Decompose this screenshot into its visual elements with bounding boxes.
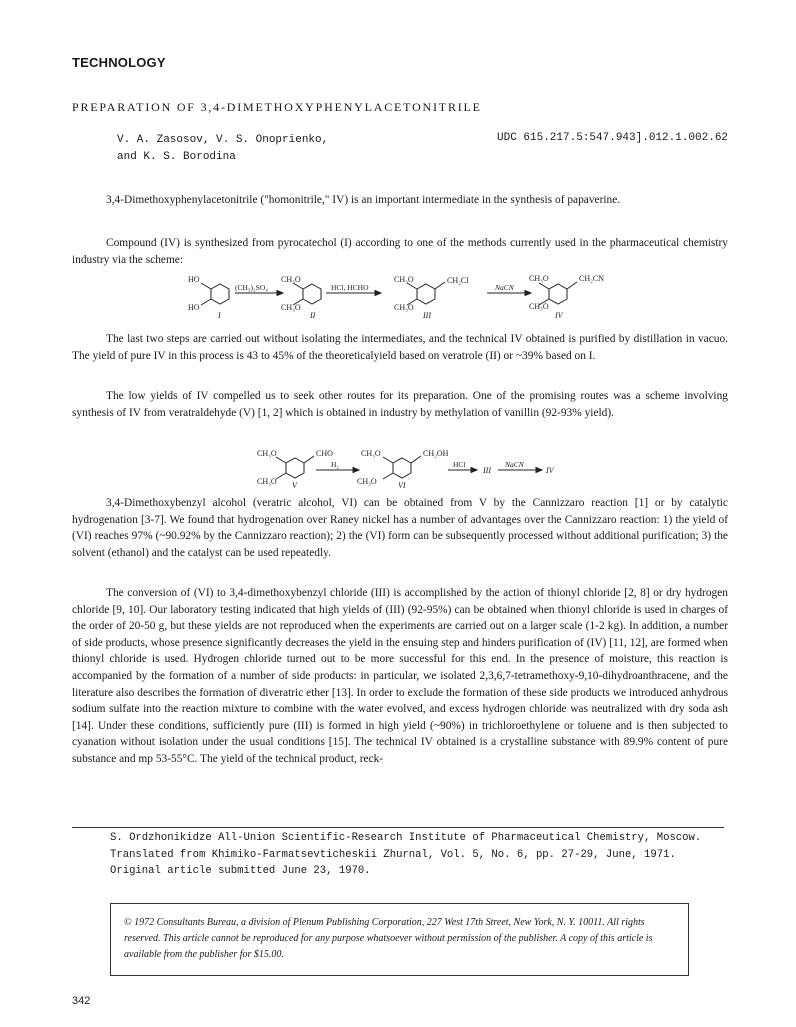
s2-label-bottom: CH₃O: [281, 303, 301, 312]
page-number: 342: [72, 995, 91, 1007]
reagent-hcl: HCl: [453, 460, 466, 469]
s3-substituent: CH₂Cl: [447, 276, 469, 285]
s1-label-top: HO: [188, 275, 200, 284]
reagent-h2: H₂: [331, 460, 340, 469]
paragraph-5: [72, 495, 728, 561]
benzene-ring-3: [417, 284, 435, 304]
compound-label-V: V: [292, 481, 297, 490]
compound-label-VI: VI: [398, 481, 406, 490]
v-substituent: CHO: [316, 449, 333, 458]
benzene-ring-4: [549, 284, 567, 304]
synthesis-scheme-1: [185, 266, 625, 322]
synthesis-scheme-2: [253, 443, 573, 493]
paragraph-3-text: The last two steps are carried out without isolating the intermediates, and the technical IV obtained is purified by distillation in vacuo. The yield of pure IV in this process is 43 to 45% of the theoreticalyield based on veratrole (II) or ~39% based on I.: [72, 333, 728, 362]
s3-label-top: CH₃O: [394, 275, 414, 284]
paragraph-3: [72, 331, 728, 364]
product-IV: IV: [546, 466, 554, 475]
compound-label-IV: IV: [555, 311, 563, 320]
s4-substituent: CH₂CN: [579, 274, 605, 283]
intermediate-III: III: [483, 466, 491, 475]
paragraph-2: [72, 235, 728, 268]
copyright-text: © 1972 Consultants Bureau, a division of Plenum Publishing Corporation, 227 West 17th Street, New York, N. Y. 10011. All rights reserved. This article cannot be reproduced for any purpose whatsoever without permission of the publisher. A copy of this article is available from the publisher for $15.00.: [124, 917, 653, 960]
benzene-ring-1: [211, 284, 229, 304]
reagent-1: (CH₃)₂SO₄: [235, 283, 268, 292]
paragraph-1-text: 3,4-Dimethoxyphenylacetonitrile ("homonitrile," IV) is an important intermediate in the synthesis of papaverine.: [106, 194, 621, 206]
v-label-top: CH₃O: [257, 449, 277, 458]
authors-line-2: and K. S. Borodina: [117, 151, 236, 163]
s4-label-top: CH₃O: [529, 274, 549, 283]
vi-label-top: CH₃O: [361, 449, 381, 458]
compound-label-I: I: [218, 311, 221, 320]
benzene-ring-6: [393, 458, 411, 478]
vi-substituent: CH₂OH: [423, 449, 449, 458]
authors-line-1: V. A. Zasosov, V. S. Onoprienko,: [117, 134, 329, 146]
reagent-2: HCl, HCHO: [331, 283, 369, 292]
paragraph-6-text: The conversion of (VI) to 3,4-dimethoxybenzyl chloride (III) is accomplished by the action of thionyl chloride [2, 8] or dry hydrogen chloride [9, 10]. Our laboratory testing indicated that high yields of (III) (92-95%) can be obtained when thionyl chloride is used in charges of the order of 20-50 g, but these yields are not reproduced when the experiments are carried out on a larger scale (1-2 kg). In addition, a number of side products, whose presence significantly decreases the yield in the ensuing step and hinders purification of (IV) [11, 12], are formed when thionyl chloride is used. Hydrogen chloride turned out to be more successful for this end. In the presence of moisture, this reaction is accompanied by the formation of a number of side products: in particular, we isolated 2,3,6,7-tetramethoxy-9,10-dihydroanthracene, and the literature also describes the formation of diveratric ether [13]. In order to exclude the formation of these side products we introduced anhydrous sodium sulfate into the reaction mixture to combine with the water evolved, and excess hydrogen chloride was neutralized with dry soda ash [14]. Under these conditions, sufficiently pure (III) is formed in high yield (~90%) in trichloroethylene or toluene and is then subjected to cyanation without isolation under the usual conditions [15]. The technical IV obtained is a crystalline substance with 89.9% content of pure substance and mp 53-55°C. The yield of the technical product, reck-: [72, 587, 728, 765]
copyright-box: [110, 903, 689, 976]
section-heading: TECHNOLOGY: [72, 55, 166, 70]
compound-label-III: III: [423, 311, 431, 320]
benzene-ring-5: [286, 458, 304, 478]
reagent-3: NaCN: [495, 283, 514, 292]
s2-label-top: CH₃O: [281, 275, 301, 284]
benzene-ring-2: [303, 284, 321, 304]
udc-code: UDC 615.217.5:547.943].012.1.002.62: [497, 132, 729, 144]
reagent-nacn: NaCN: [505, 460, 524, 469]
affiliation-footnote: S. Ordzhonikidze All-Union Scientific-Research Institute of Pharmaceutical Chemistry, Moscow. Translated from Khimiko-Farmatsevticheskii Zhurnal, Vol. 5, No. 6, pp. 27-29, June, 1971. Original article submitted June 23, 1970.: [110, 832, 702, 877]
paragraph-2-text: Compound (IV) is synthesized from pyrocatechol (I) according to one of the methods currently used in the pharmaceutical chemistry industry via the scheme:: [72, 237, 728, 266]
compound-label-II: II: [310, 311, 316, 320]
authors: [117, 132, 328, 166]
s4-label-bottom: CH₃O: [529, 302, 549, 311]
s3-label-bottom: CH₃O: [394, 303, 414, 312]
paragraph-5-text: 3,4-Dimethoxybenzyl alcohol (veratric alcohol, VI) can be obtained from V by the Cannizzaro reaction [1] or by catalytic hydrogenation [3-7]. We found that hydrogenation over Raney nickel has a number of advantages over the Cannizzaro reaction: 1) the yield of (VI) reaches 97% (~90.92% by the Cannizzaro reaction); 2) the (VI) form can be subsequently processed without additional purification; 3) the solvent (ethanol) and the catalyst can be used repeatedly.: [72, 497, 728, 559]
s1-label-bottom: HO: [188, 303, 200, 312]
paragraph-6: [72, 585, 728, 768]
footnote-divider: [72, 827, 724, 828]
paragraph-1: [72, 192, 728, 209]
v-label-bottom: CH₃O: [257, 477, 277, 486]
paragraph-4: [72, 388, 728, 421]
article-title: PREPARATION OF 3,4-DIMETHOXYPHENYLACETONITRILE: [72, 100, 482, 114]
paragraph-4-text: The low yields of IV compelled us to seek other routes for its preparation. One of the promising routes was a scheme involving synthesis of IV from veratraldehyde (V) [1, 2] which is obtained in industry by methylation of vanillin (92-93% yield).: [72, 390, 728, 419]
vi-label-bottom: CH₃O: [357, 477, 377, 486]
